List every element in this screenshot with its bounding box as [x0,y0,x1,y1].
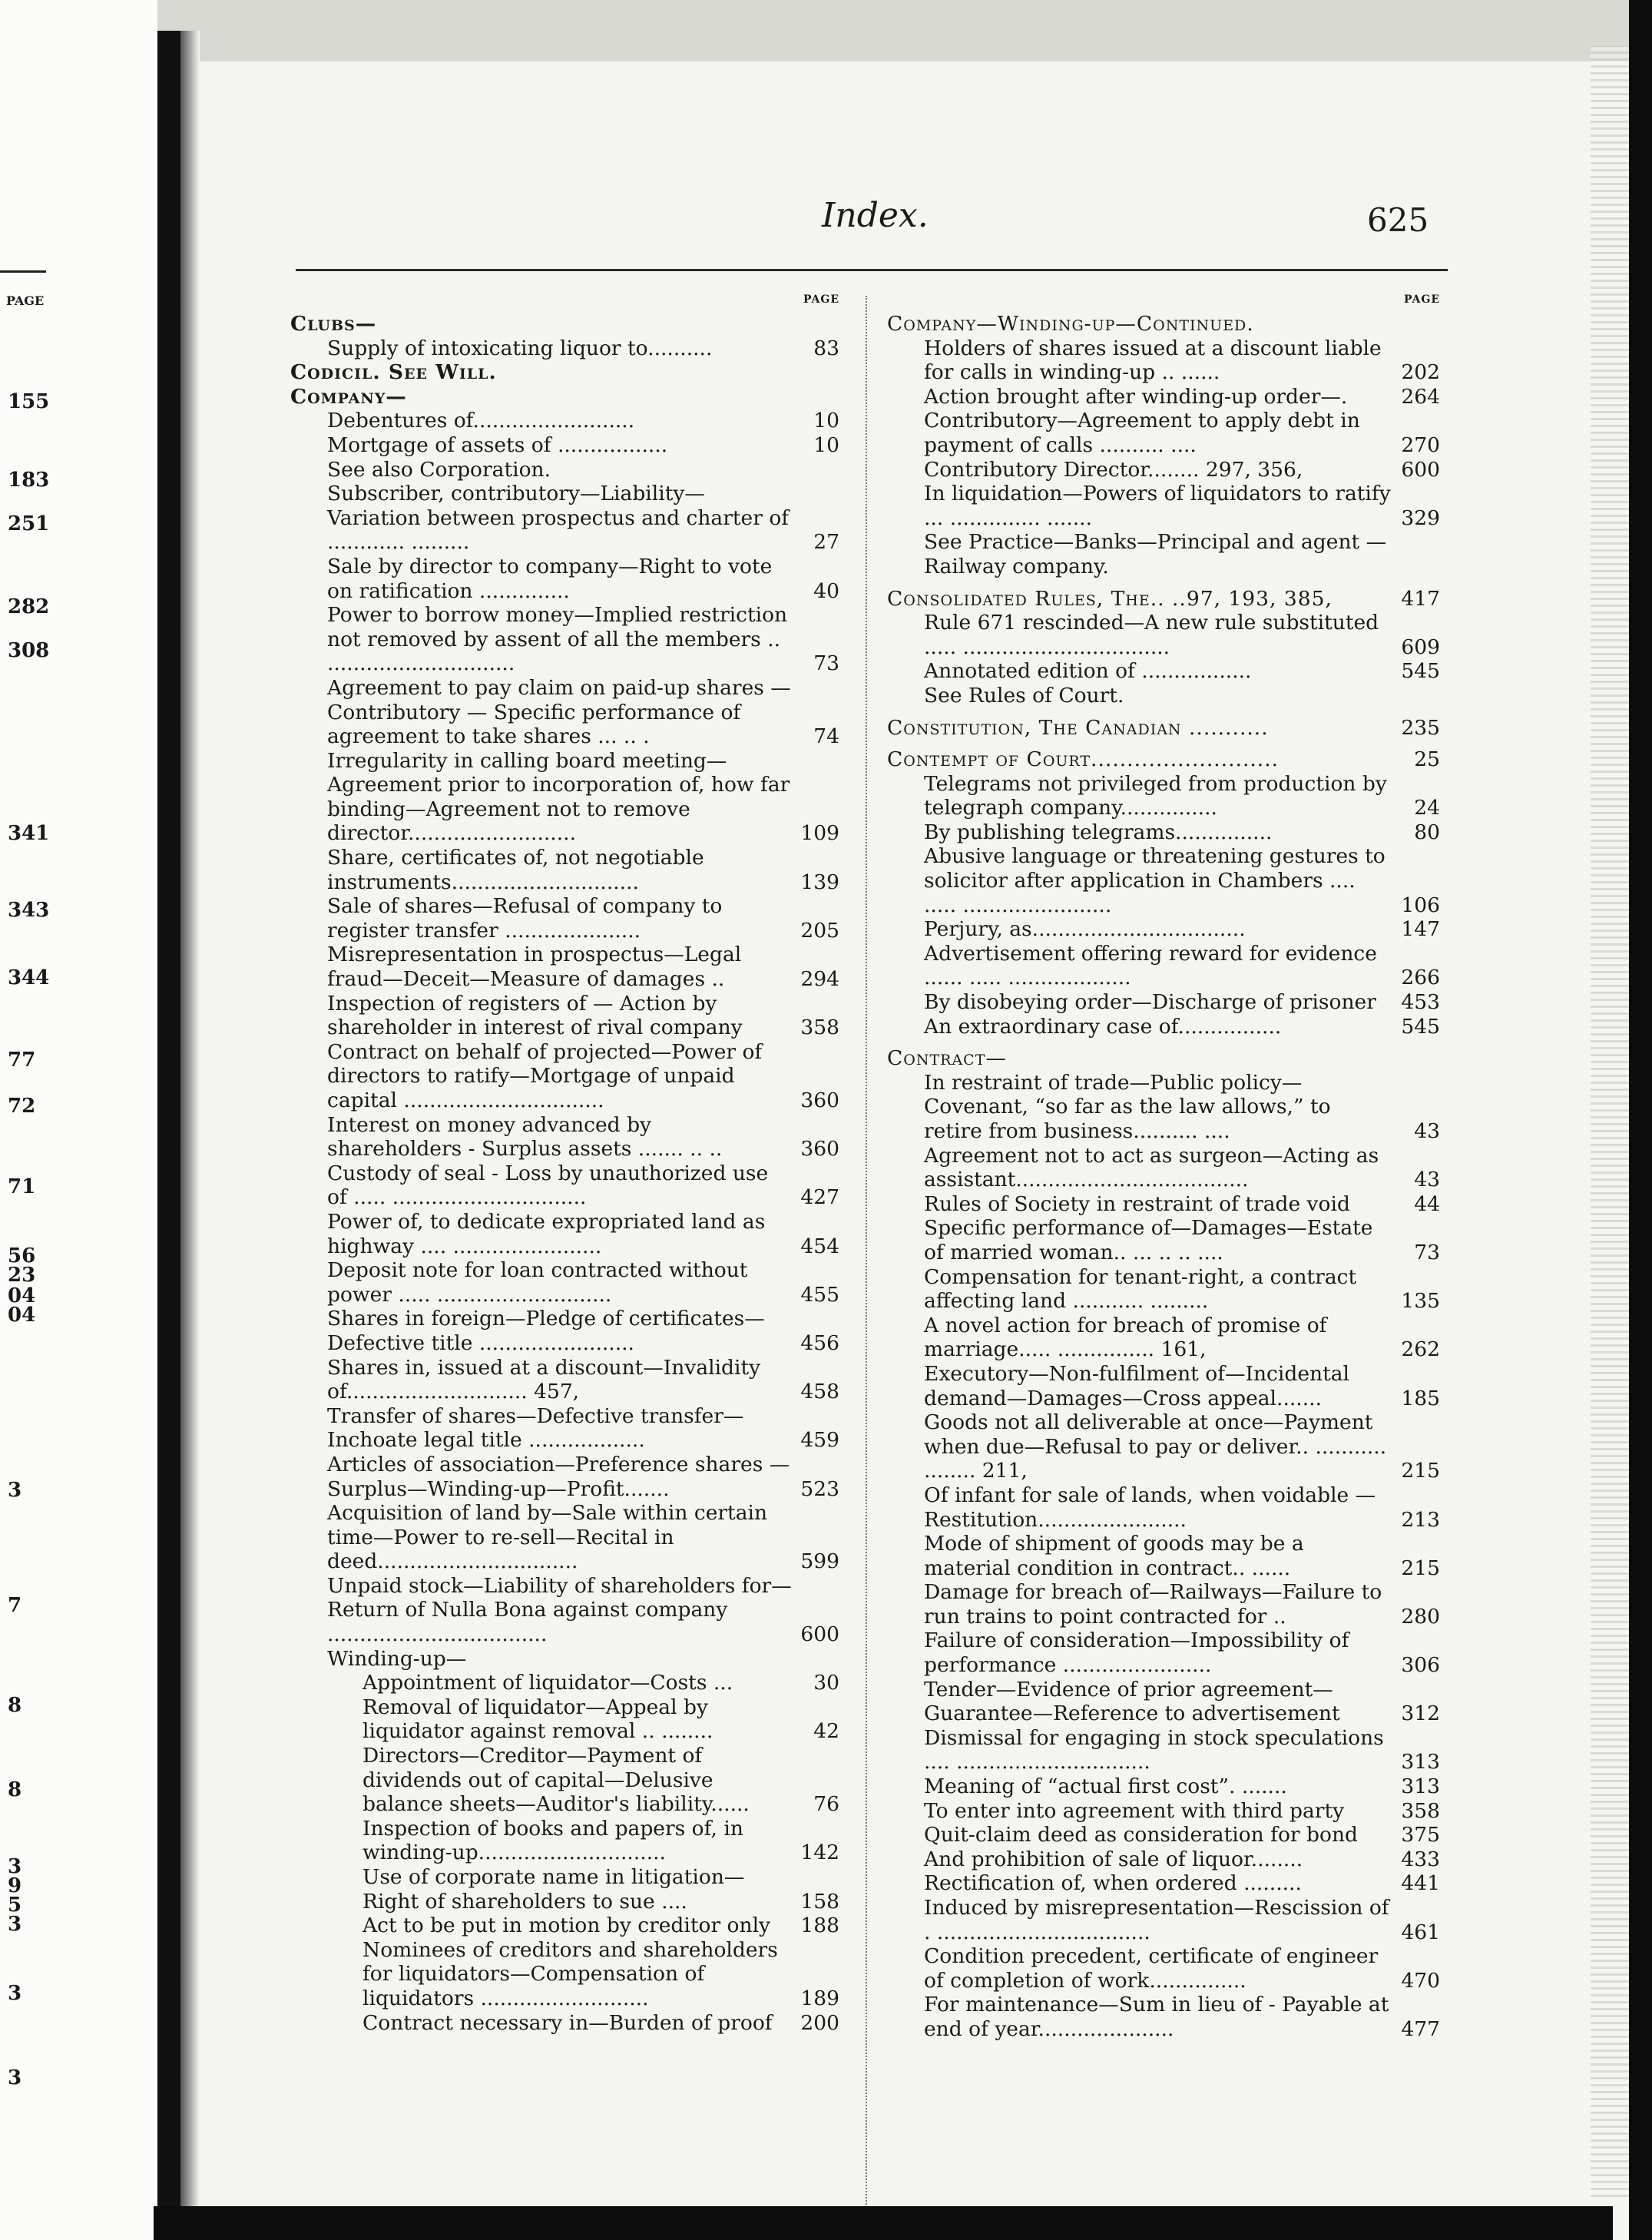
index-entry [290,409,839,433]
entry-page-ref: 456 [800,1330,839,1355]
entry-text: Mortgage of assets of ................. [327,432,668,457]
facing-page-number: 308 [8,639,50,662]
entry-text: Holders of shares issued at a discount liable for calls in winding-up .. ...... [924,336,1382,385]
index-heading [887,587,1440,611]
entry-page-ref: 74 [813,724,839,749]
entry-text: Act to be put in motion by creditor only [363,1914,771,1938]
entry-text: Shares in foreign—Pledge of certificates—Defective title ........................ [327,1307,765,1355]
entry-page-ref: 25 [1414,747,1440,772]
index-entry [290,1744,839,1817]
facing-page-number: 155 [8,390,50,413]
index-entry [290,1695,839,1744]
entry-text: Subscriber, contributory—Liability—Variation between prospectus and charter of ............ ......... [327,482,790,555]
entry-page-ref: 44 [1414,1191,1440,1216]
entry-text: Contract on behalf of projected—Power of directors to ratify—Mortgage of unpaid capital ............................... [327,1039,763,1112]
facing-page-number: 3 [8,2066,22,2089]
index-entry [290,1113,839,1161]
facing-page-number: 8 [8,1694,22,1717]
index-entry [887,772,1440,820]
index-entry [887,1896,1440,1944]
index-heading [290,360,839,385]
index-entry [887,1071,1440,1144]
entry-text: Contract— [887,1046,1007,1071]
index-heading [887,716,1440,741]
entry-page-ref: 312 [1401,1702,1440,1726]
entry-text: Dismissal for engaging in stock speculations .... .............................. [924,1725,1384,1774]
entry-text: Acquisition of land by—Sale within certain time—Power to re-sell—Recital in deed............................... [327,1501,768,1574]
scan-border-right [1629,0,1652,2240]
entry-page-ref: 73 [1414,1240,1440,1264]
entry-page-ref: 10 [813,409,839,433]
entry-page-ref: 470 [1401,1968,1440,1993]
entry-text: Nominees of creditors and shareholders for liquidators—Compensation of liquidators .......................... [363,1937,778,2010]
entry-text: Irregularity in calling board meeting—Agreement prior to incorporation of, how far binding—Agreement not to remove director.......................... [327,748,790,846]
index-entry [887,1871,1440,1896]
index-entry [887,1192,1440,1217]
index-entry [887,409,1440,457]
column-divider [866,296,867,2205]
index-entry [290,1040,839,1113]
index-entry [887,611,1440,659]
entry-text: Mode of shipment of goods may be a material condition in contract.. ...... [924,1532,1304,1580]
facing-page-number: 77 [8,1049,36,1072]
entry-text: Damage for breach of—Railways—Failure to run trains to point contracted for .. [924,1580,1382,1629]
entry-text: Agreement to pay claim on paid-up shares —Contributory — Specific performance of agreement to take shares ... .. . [327,675,791,749]
entry-page-ref: 417 [1401,586,1440,611]
facing-page-number: 8 [8,1778,22,1801]
index-entry [887,1314,1440,1362]
entry-page-ref: 205 [800,918,839,943]
index-entry [290,1161,839,1210]
index-entry [290,1501,839,1574]
index-entry [290,1671,839,1695]
index-entry [290,1817,839,1865]
index-entry [887,990,1440,1015]
index-entry [887,1580,1440,1629]
facing-page-number: 251 [8,512,50,535]
entry-text: Misrepresentation in prospectus—Legal fraud—Deceit—Measure of damages .. [327,943,742,992]
entry-text: Condition precedent, certificate of engineer of completion of work............... [924,1944,1379,1993]
entry-page-ref: 313 [1401,1750,1440,1774]
entry-text: An extraordinary case of................ [924,1014,1282,1039]
index-entry [887,1993,1440,2041]
index-entry [887,385,1440,409]
entry-text: Deposit note for loan contracted without power ..... ........................... [327,1258,748,1307]
entry-page-ref: 188 [800,1914,839,1938]
index-entry [290,1307,839,1355]
entry-text: A novel action for breach of promise of marriage..... ............... 161, [924,1313,1327,1362]
entry-page-ref: 43 [1414,1168,1440,1192]
entry-text: Quit-claim deed as consideration for bond [924,1823,1358,1847]
facing-page-number: 282 [8,595,50,618]
entry-page-ref: 42 [813,1719,839,1744]
index-entry [290,1574,839,1647]
entry-page-ref: 189 [800,1986,839,2010]
index-heading [887,747,1440,772]
index-entry [887,1726,1440,1774]
index-entry [290,943,839,991]
entry-text: For maintenance—Sum in lieu of - Payable at end of year..................... [924,1993,1389,2041]
index-entry [887,1483,1440,1532]
index-entry [887,942,1440,990]
entry-page-ref: 264 [1401,384,1440,409]
facing-page-number: 3 [8,1913,22,1936]
index-entry [887,530,1440,578]
entry-page-ref: 294 [800,967,839,992]
left-index-column [290,293,839,2035]
entry-text: Goods not all deliverable at once—Payment when due—Refusal to pay or deliver.. ........... ........ 211, [924,1410,1387,1483]
entry-page-ref: 453 [1401,990,1440,1015]
entry-text: Power of, to dedicate expropriated land as highway .... ....................... [327,1209,766,1258]
facing-page-number: 04 [8,1304,36,1327]
entry-page-ref: 600 [800,1622,839,1647]
entry-text: See Rules of Court. [924,683,1124,707]
entry-page-ref: 609 [1401,635,1440,659]
entry-text: Inspection of registers of — Action by shareholder in interest of rival company [327,991,743,1040]
entry-page-ref: 427 [800,1185,839,1210]
entry-text: Inspection of books and papers of, in winding-up............................. [363,1816,743,1865]
entry-text: And prohibition of sale of liquor........ [924,1847,1303,1871]
entry-text: In liquidation—Powers of liquidators to ratify ... .............. ....... [924,482,1391,530]
index-entry [290,1865,839,1914]
index-heading [887,1046,1440,1071]
entry-text: Tender—Evidence of prior agreement—Guarantee—Reference to advertisement [924,1677,1340,1726]
entry-page-ref: 441 [1401,1871,1440,1896]
entry-text: Removal of liquidator—Appeal by liquidator against removal .. ........ [363,1695,713,1744]
entry-text: Annotated edition of ................. [924,659,1252,684]
facing-page-number: 343 [8,899,50,922]
entry-page-ref: 545 [1401,1014,1440,1039]
right-index-column [887,293,1440,2042]
entry-text: By publishing telegrams............... [924,820,1273,844]
entry-text: Contributory Director........ 297, 356, [924,457,1303,482]
entry-page-ref: 43 [1414,1119,1440,1143]
entry-text: Share, certificates of, not negotiable instruments............................. [327,846,704,894]
entry-page-ref: 200 [800,2010,839,2035]
entry-page-ref: 106 [1401,893,1440,917]
entry-text: Shares in, issued at a discount—Invalidity of............................ 457, [327,1355,761,1404]
index-entry [290,1938,839,2011]
index-entry [290,603,839,676]
entry-page-ref: 80 [1414,820,1440,844]
entry-page-ref: 358 [1401,1798,1440,1823]
index-entry [887,1823,1440,1847]
entry-page-ref: 358 [800,1016,839,1040]
facing-page-number: 344 [8,966,50,989]
index-entry [290,482,839,555]
page-column-label: PAGE [1404,293,1440,306]
entry-text: Contributory—Agreement to apply debt in payment of calls .......... .... [924,409,1360,457]
entry-page-ref: 266 [1401,966,1440,990]
index-entry [290,1914,839,1938]
index-entry [290,894,839,943]
facing-page-number: 3 [8,1479,22,1502]
facing-page-number: 56 [8,1244,36,1267]
entry-text: Rectification of, when ordered ......... [924,1871,1302,1896]
entry-page-ref: 360 [800,1137,839,1161]
entry-page-ref: 10 [813,432,839,457]
entry-page-ref: 454 [800,1234,839,1258]
index-entry [290,749,839,846]
index-entry [887,1847,1440,1872]
entry-page-ref: 142 [800,1841,839,1865]
entry-text: Meaning of “actual first cost”. ....... [924,1774,1287,1799]
entry-text: Unpaid stock—Liability of shareholders for—Return of Nulla Bona against company .................................. [327,1573,792,1647]
index-entry [887,820,1440,845]
index-entry [290,1258,839,1307]
index-entry [290,1210,839,1258]
entry-page-ref: 313 [1401,1774,1440,1799]
index-entry [887,1774,1440,1799]
facing-page-rule [0,270,46,273]
entry-text: Rules of Society in restraint of trade void [924,1191,1350,1216]
entry-page-ref: 270 [1401,432,1440,457]
facing-page-number: 183 [8,469,50,492]
entry-text: Sale of shares—Refusal of company to register transfer ..................... [327,894,723,943]
entry-text: Abusive language or threatening gestures to solicitor after application in Chambers .... ..... ....................... [924,844,1385,917]
entry-text: See Practice—Banks—Principal and agent —Railway company. [924,530,1387,578]
entry-text: Contempt of Court.......................... [887,747,1280,772]
entry-text: Clubs— [290,312,377,336]
entry-page-ref: 458 [800,1380,839,1404]
entry-page-ref: 306 [1401,1653,1440,1678]
entry-page-ref: 202 [1401,360,1440,385]
facing-page-number: 71 [8,1175,36,1198]
entry-text: Interest on money advanced by shareholders - Surplus assets ....... .. .. [327,1112,723,1161]
index-entry [290,992,839,1040]
index-entry [887,1362,1440,1410]
entry-page-ref: 461 [1401,1920,1440,1944]
index-entry [887,684,1440,708]
index-entry [290,555,839,603]
entry-page-ref: 27 [813,530,839,555]
entry-page-ref: 158 [800,1889,839,1914]
entry-page-ref: 215 [1401,1459,1440,1483]
entry-text: Compensation for tenant-right, a contract affecting land ........... ......... [924,1264,1357,1314]
entry-text: Power to borrow money—Implied restriction not removed by assent of all the members .. ............................. [327,603,788,676]
index-entry [887,1532,1440,1580]
scan-border-top [0,0,1652,61]
entry-text: Rule 671 rescinded—A new rule substituted ..... ................................ [924,611,1379,659]
entry-text: Failure of consideration—Impossibility of performance ....................... [924,1629,1349,1678]
running-head: Index. [822,196,929,235]
index-entry [887,1144,1440,1192]
entry-page-ref: 147 [1401,917,1440,942]
entry-text: Contract necessary in—Burden of proof [363,2010,773,2035]
entry-page-ref: 235 [1401,715,1440,740]
index-entry [290,458,839,482]
facing-page-number: 9 [8,1874,22,1897]
page-column-label: PAGE [803,293,839,306]
binding-shadow [180,31,200,2220]
index-entry [290,1404,839,1453]
entry-text: In restraint of trade—Public policy—Covenant, “so far as the law allows,” to retire from business.......... .... [924,1070,1331,1143]
entry-text: Sale by director to company—Right to vote on ratification .............. [327,554,773,603]
entry-page-ref: 545 [1401,659,1440,684]
facing-page-number: 5 [8,1894,22,1917]
entry-text: Supply of intoxicating liquor to.......... [327,336,713,360]
entry-page-ref: 262 [1401,1337,1440,1362]
entry-page-ref: 73 [813,651,839,676]
entry-text: Advertisement offering reward for evidence ...... ..... ................... [924,941,1377,990]
entry-page-ref: 375 [1401,1823,1440,1847]
entry-text: Articles of association—Preference shares —Surplus—Winding-up—Profit....... [327,1452,790,1501]
entry-page-ref: 455 [800,1282,839,1307]
index-entry [290,433,839,458]
entry-text: Specific performance of—Damages—Estate of married woman.. ... .. .. .... [924,1216,1373,1264]
entry-text: Company— [290,384,407,409]
index-entry [887,844,1440,917]
entry-page-ref: 280 [1401,1604,1440,1629]
entry-page-ref: 459 [800,1428,839,1453]
entry-text: Winding-up— [327,1646,467,1671]
entry-page-ref: 24 [1414,796,1440,820]
entry-page-ref: 30 [813,1671,839,1695]
index-entry [887,1678,1440,1726]
entry-text: Induced by misrepresentation—Rescission of . ................................. [924,1896,1389,1944]
facing-page-edge [0,0,157,2240]
entry-page-ref: 360 [800,1089,839,1112]
index-entry [887,458,1440,482]
index-entry [290,1647,839,1672]
facing-page-number: 341 [8,822,50,845]
index-entry [290,676,839,749]
entry-page-ref: 600 [1401,457,1440,482]
entry-text: Agreement not to act as surgeon—Acting as assistant.................................... [924,1143,1379,1192]
index-entry [887,1944,1440,1993]
index-heading [887,312,1440,336]
index-entry [290,1453,839,1501]
index-entry [887,1410,1440,1483]
index-heading [290,312,839,336]
index-entry [887,1799,1440,1824]
facing-page-number: 23 [8,1264,36,1287]
entry-text: Debentures of......................... [327,409,635,433]
index-entry [887,1015,1440,1039]
index-heading [290,385,839,409]
index-entry [887,917,1440,942]
book-binding [157,31,180,2220]
entry-text: Transfer of shares—Defective transfer—Inchoate legal title .................. [327,1403,744,1453]
entry-text: Appointment of liquidator—Costs ... [363,1671,733,1695]
entry-text: Use of corporate name in litigation—Right of shareholders to sue .... [363,1865,745,1914]
entry-page-ref: 523 [800,1476,839,1501]
index-entry [887,1629,1440,1677]
entry-text: Custody of seal - Loss by unauthorized use of ..... .............................. [327,1161,769,1210]
entry-text: Telegrams not privileged from production by telegraph company............... [924,771,1387,820]
entry-page-ref: 213 [1401,1507,1440,1532]
entry-text: Codicil. See Will. [290,360,497,385]
index-entry [887,1265,1440,1314]
facing-page-number: 3 [8,1855,22,1878]
entry-text: Constitution, The Canadian ........... [887,715,1269,740]
facing-page-label: PAGE [6,293,45,308]
entry-page-ref: 109 [800,821,839,846]
scan-border-bottom [154,2206,1613,2240]
entry-text: Perjury, as................................. [924,917,1246,942]
index-entry [887,336,1440,385]
facing-page-number: 04 [8,1284,36,1307]
entry-text: Action brought after winding-up order—. [924,384,1348,409]
page-number: 625 [1367,201,1429,239]
entry-text: See also Corporation. [327,457,551,482]
entry-text: Directors—Creditor—Payment of dividends out of capital—Delusive balance sheets—Auditor's liability...... [363,1744,750,1817]
index-entry [290,1356,839,1404]
facing-page-number: 7 [8,1594,22,1617]
page-edge-noise [1591,46,1629,2197]
entry-page-ref: 135 [1401,1289,1440,1314]
entry-text: Of infant for sale of lands, when voidable —Restitution....................... [924,1483,1376,1532]
index-entry [887,482,1440,530]
entry-text: Company—Winding-up—Continued. [887,312,1254,336]
entry-page-ref: 139 [800,870,839,894]
entry-page-ref: 215 [1401,1556,1440,1580]
entry-text: To enter into agreement with third party [924,1798,1345,1823]
entry-text: Consolidated Rules, The.. ..97, 193, 385, [887,586,1333,611]
entry-page-ref: 329 [1401,505,1440,530]
index-entry [290,2011,839,2036]
index-entry [887,1216,1440,1264]
entry-page-ref: 40 [813,578,839,603]
entry-page-ref: 477 [1401,2016,1440,2041]
entry-page-ref: 83 [813,336,839,360]
facing-page-number: 3 [8,1982,22,2005]
entry-text: By disobeying order—Discharge of prisoner [924,990,1376,1015]
entry-text: Executory—Non-fulfilment of—Incidental demand—Damages—Cross appeal....... [924,1361,1349,1410]
index-entry [290,846,839,894]
index-entry [887,659,1440,684]
entry-page-ref: 433 [1401,1847,1440,1871]
facing-page-number: 72 [8,1095,36,1118]
entry-page-ref: 76 [813,1792,839,1817]
entry-page-ref: 185 [1401,1386,1440,1410]
index-entry [290,336,839,361]
header-rule [296,269,1448,271]
entry-page-ref: 599 [800,1549,839,1574]
